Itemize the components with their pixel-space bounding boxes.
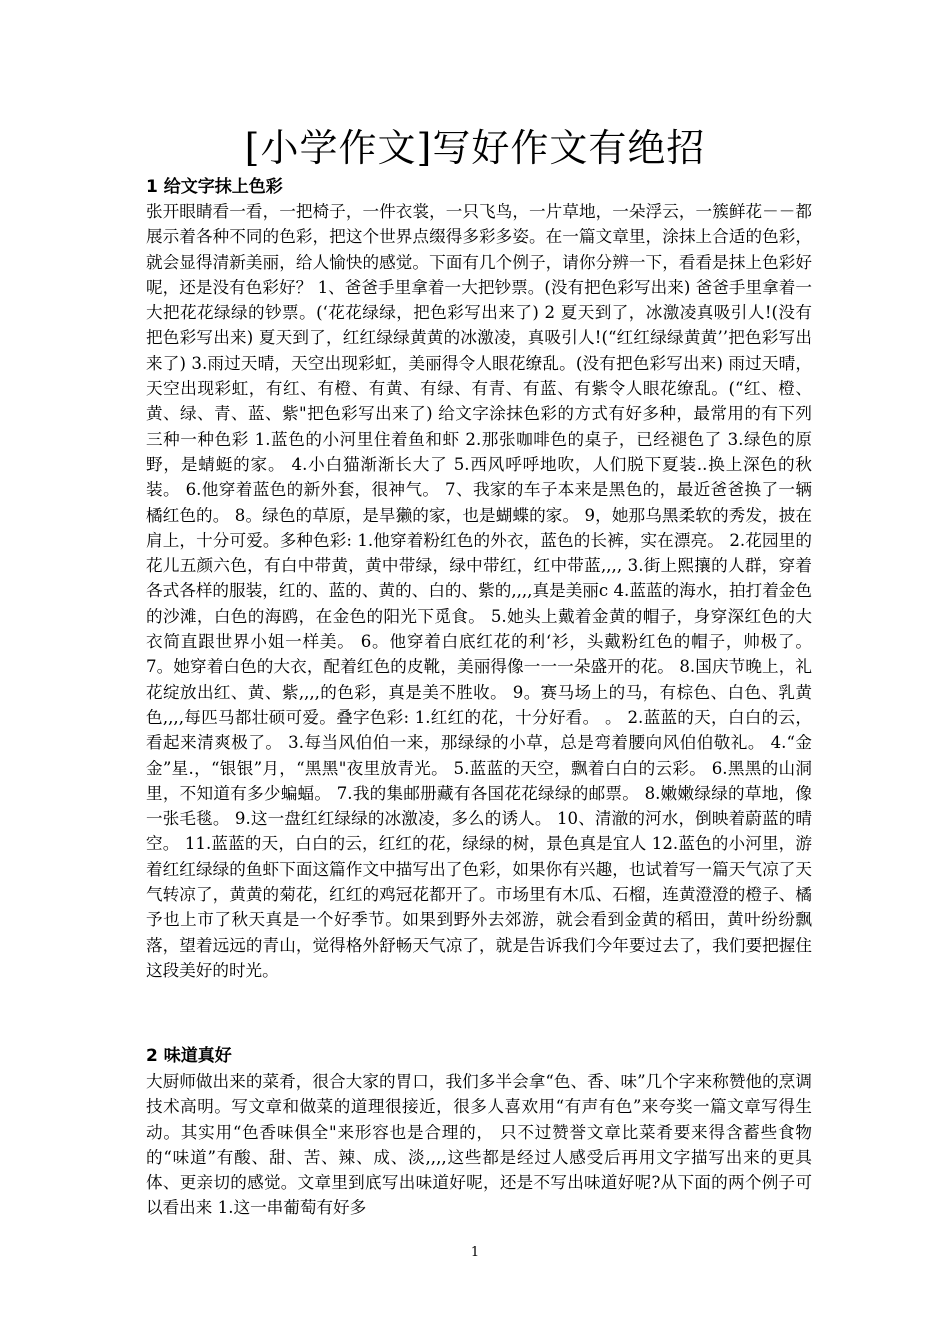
section-body-1: 张开眼睛看一看，一把椅子，一件衣裳，一只飞鸟，一片草地，一朵浮云，一簇鲜花－－都展示着各种不同的色彩，把这个世界点缀得多彩多姿。在一篇文章里，涂抹上合适的色彩，就会显得清新美丽，给人愉快的感觉。下面有几个例子，请你分辨一下，看看是抹上色彩好呢，还是没有色彩好？ 1、爸爸手里拿着一大把钞票。(没有把色彩写出来) 爸爸手里拿着一大把花花绿绿的钞票。(‘花花绿绿，把色彩写出来了) 2 夏天到了，冰激凌真吸引人!(没有把色彩写出来) 夏天到了，红红绿绿黄黄的冰激凌，真吸引人!(“红红绿绿黄黄’’把色彩写出来了) 3.雨过天晴，天空出现彩虹，美丽得令人眼花缭乱。(没有把色彩写出来) 雨过天晴，天空出现彩虹，有红、有橙、有黄、有绿、有青、有蓝、有紫令人眼花缭乱。(“红、橙、黄、绿、青、蓝、紫"把色彩写出来了) 给文字涂抹色彩的方式有好多种，最常用的有下列三种一种色彩 1.蓝色的小河里住着鱼和虾 2.那张咖啡色的桌子，已经褪色了 3.绿色的原野，是蜻蜓的家。 4.小白猫渐渐长大了 5.西风呼呼地吹，人们脱下夏装..换上深色的秋装。 6.他穿着蓝色的新外套，很神气。 7、我家的车子本来是黑色的，最近爸爸换了一辆橘红色的。 8。绿色的草原，是旱獭的家，也是蝴蝶的家。 9，她那乌黑柔软的秀发，披在肩上，十分可爱。多种色彩: 1.他穿着粉红色的外衣，蓝色的长裤，实在漂亮。 2.花园里的花儿五颜六色，有白中带黄，黄中带绿，绿中带红，红中带蓝,,,, 3.街上熙攘的人群，穿着各式各样的服装，红的、蓝的、黄的、白的、紫的,,,,真是美丽c 4.蓝蓝的海水，拍打着金色的沙滩，白色的海鸥，在金色的阳光下觅食。 5.她头上戴着金黄的帽子，身穿深红色的大衣简直跟世界小姐一样美。 6。他穿着白底红花的利‘衫，头戴粉红色的帽子，帅极了。 7。她穿着白色的大衣，配着红色的皮靴，美丽得像一一一朵盛开的花。 8.国庆节晚上，礼花绽放出红、黄、紫,,,,的色彩，真是美不胜收。 9。赛马场上的马，有棕色、白色、乳黄色,,,,每匹马都壮硕可爱。叠字色彩: 1.红红的花，十分好看。 。 2.蓝蓝的天，白白的云，看起来清爽极了。 3.每当风伯伯一来，那绿绿的小草，总是弯着腰向风伯伯敬礼。 4.“金金”星.，“银银”月，“黑黑"夜里放青光。 5.蓝蓝的天空，飘着白白的云彩。 6.黑黑的山洞里，不知道有多少蝙蝠。 7.我的集邮册藏有各国花花绿绿的邮票。 8.嫩嫩绿绿的草地，像一张毛毯。 9.这一盘红红绿绿的冰激凌，多么的诱人。 10、清澈的河水，倒映着蔚蓝的晴空。 11.蓝蓝的天，白白的云，红红的花，绿绿的树，景色真是宜人 12.蓝色的小河里，游着红红绿绿的鱼虾下面这篇作文中描写出了色彩，如果你有兴趣，也试着写一篇天气凉了天气转凉了，黄黄的菊花，红红的鸡冠花都开了。市场里有木瓜、石榴，连黄澄澄的橙子、橘予也上市了秋天真是一个好季节。如果到野外去郊游，就会看到金黄的稻田，黄叶纷纷飘落，望着远远的青山，觉得格外舒畅天气凉了，就是告诉我们今年要过去了，我们要把握住这段美好的时光。	[146, 202, 812, 980]
section-heading-2: 2 味道真好	[146, 1046, 232, 1066]
document-title: [小学作文]写好作文有绝招	[244, 126, 706, 170]
section-body-2: 大厨师做出来的菜肴，很合大家的胃口，我们多半会拿“色、香、味”几个字来称赞他的烹调技术高明。写文章和做菜的道理很接近，很多人喜欢用“有声有色”来夸奖一篇文章写得生动。其实用“色香味俱全"来形容也是合理的， 只不过赞誉文章比菜肴要来得含蓄些食物的“味道”有酸、甜、苦、辣、成、淡,,,,这些都是经过人感受后再用文字描写出来的更具体、更亲切的感觉。文章里到底写出味道好呢，还是不写出味道好呢?从下面的两个例子可以看出来 1.这一串葡萄有好多	[146, 1072, 812, 1218]
section-heading-1: 1 给文字抹上色彩	[146, 177, 283, 197]
page-number: 1	[470, 1245, 480, 1260]
